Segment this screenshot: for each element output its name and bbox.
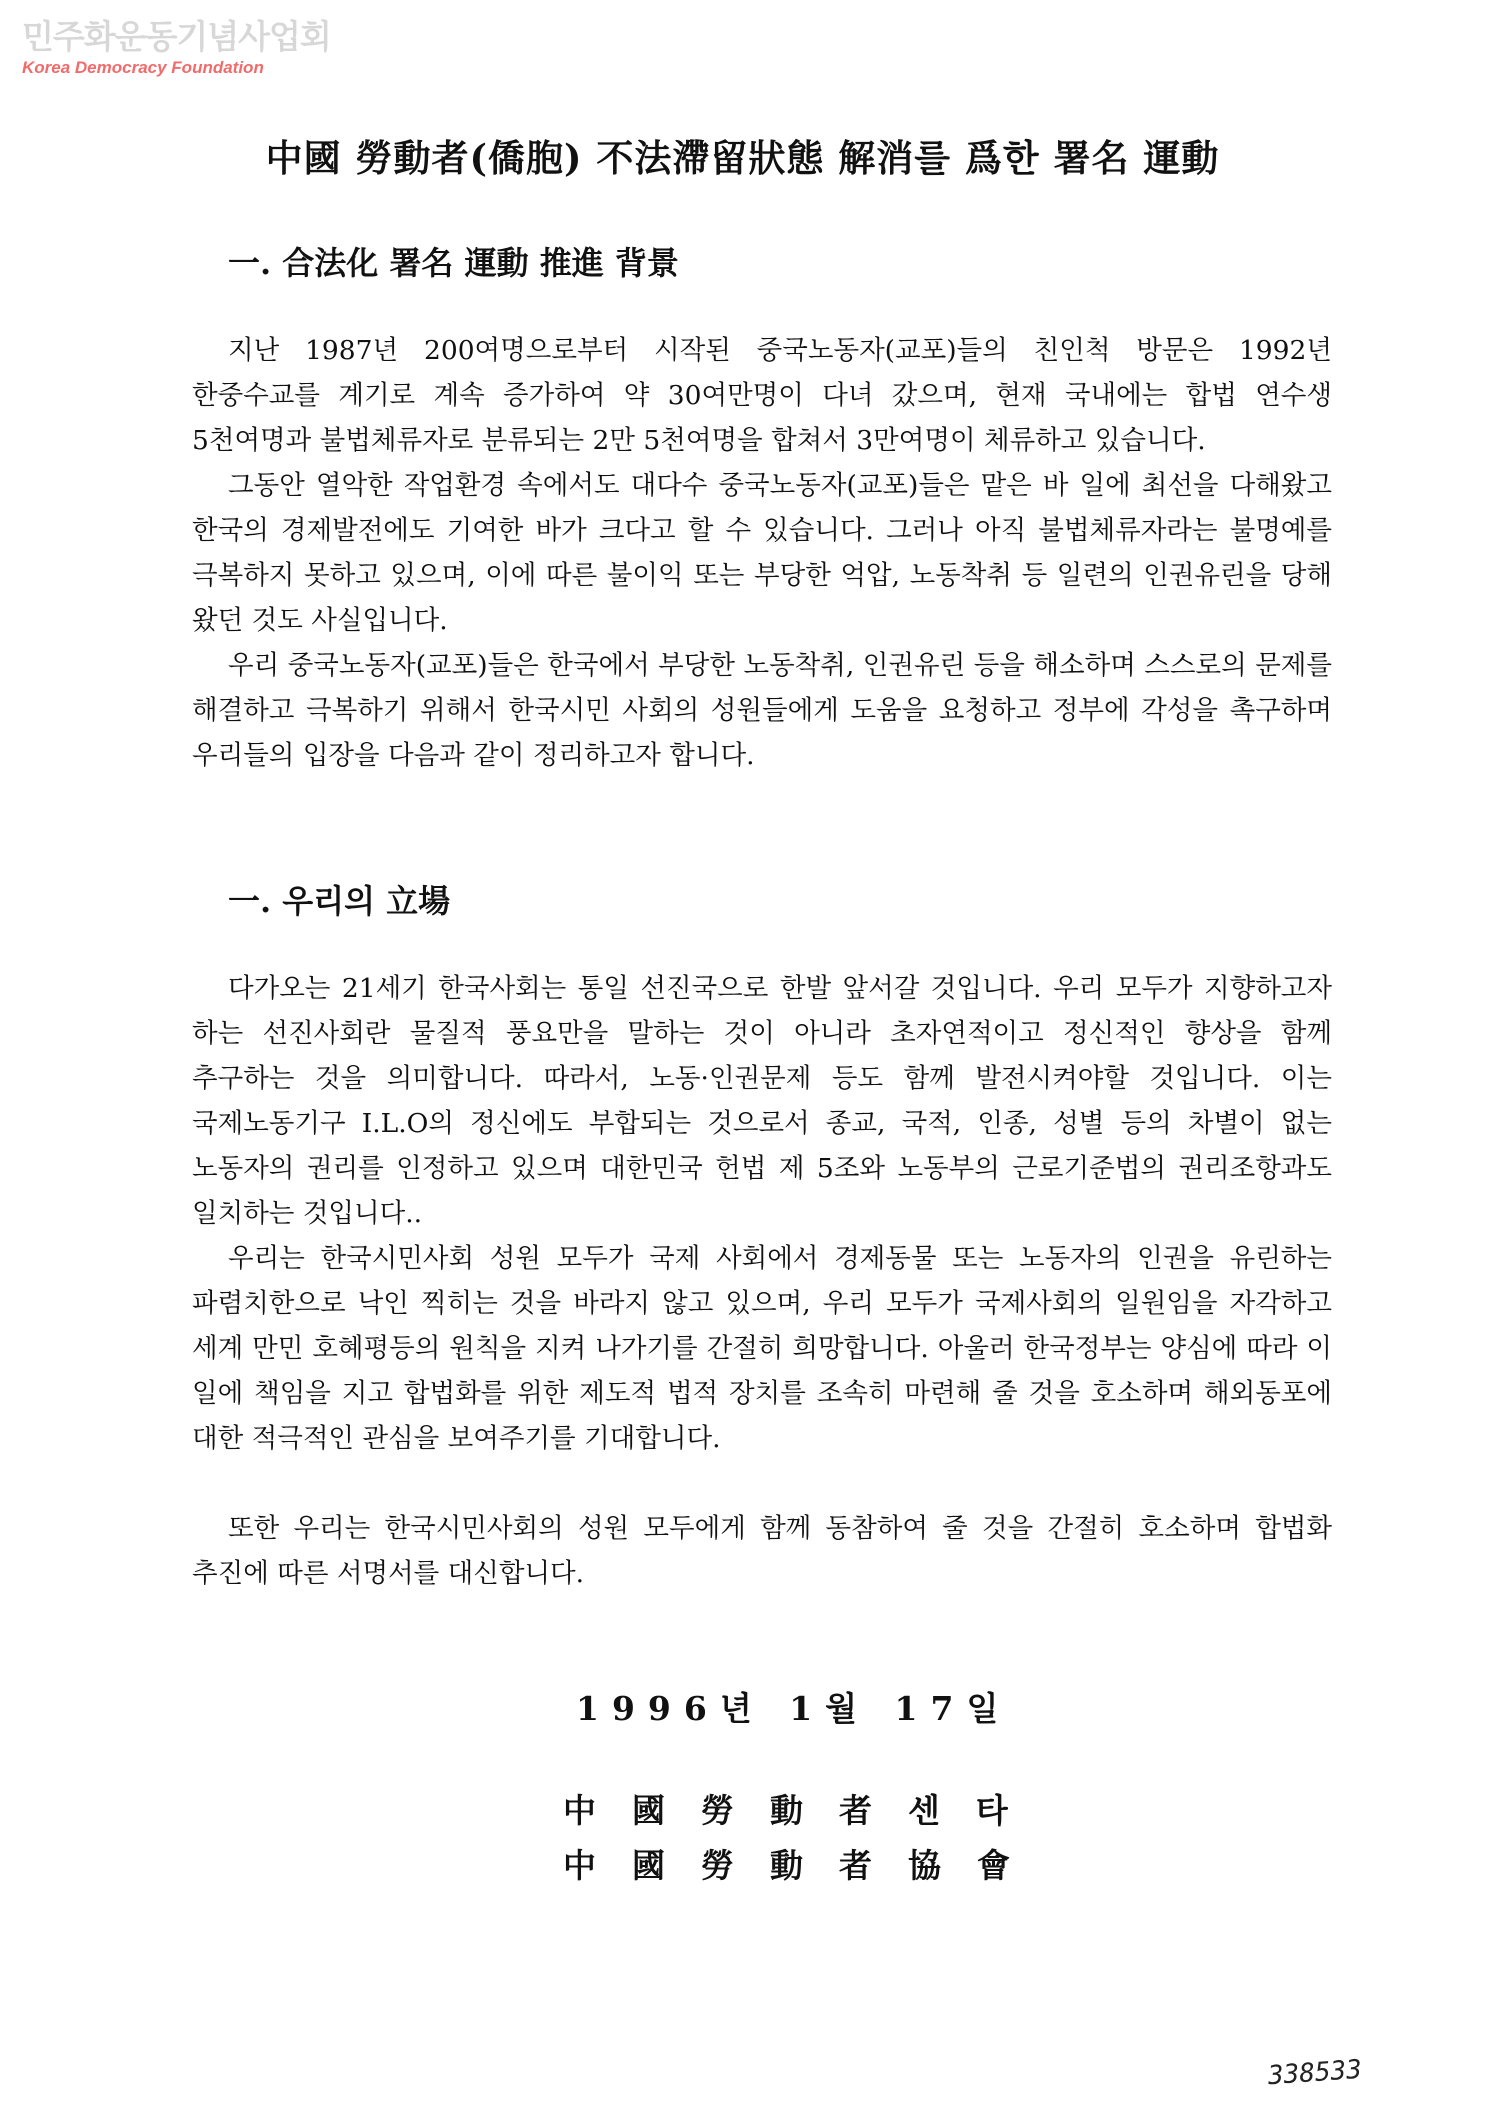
- section2-heading: 一. 우리의 立場: [228, 882, 451, 920]
- section1-paragraph-3: 우리 중국노동자(교포)들은 한국에서 부당한 노동착취, 인권유린 등을 해소하며 스스로의 문제를 해결하고 극복하기 위해서 한국시민 사회의 성원들에게 도움을 요청하고 정부에 각성을 촉구하며 우리들의 입장을 다음과 같이 정리하고자 합니다.: [192, 650, 1332, 771]
- organization-association: 中國勞動者協會: [563, 1846, 1046, 1885]
- section2-paragraph-2: 우리는 한국시민사회 성원 모두가 국제 사회에서 경제동물 또는 노동자의 인권을 유린하는 파렴치한으로 낙인 찍히는 것을 바라지 않고 있으며, 우리 모두가 국제사회의 일원임을 자각하고 세계 만민 호혜평등의 원칙을 지켜 나가기를 간절히 희망합니다. 아울러 한국정부는 양심에 따라 이 일에 책임을 지고 합법화를 위한 제도적 법적 장치를 조속히 마련해 줄 것을 호소하며 해외동포에 대한 적극적인 관심을 보여주기를 기대합니다.: [192, 1243, 1332, 1454]
- section1-heading: 一. 合法化 署名 運動 推進 背景: [228, 244, 679, 282]
- watermark-english: Korea Democracy Foundation: [22, 58, 264, 77]
- watermark: [22, 18, 331, 78]
- section2-paragraph-3: 또한 우리는 한국시민사회의 성원 모두에게 함께 동참하여 줄 것을 간절히 호소하며 합법화 추진에 따른 서명서를 대신합니다.: [192, 1513, 1332, 1589]
- section1-paragraph-1: 지난 1987년 200여명으로부터 시작된 중국노동자(교포)들의 친인척 방문은 1992년 한중수교를 계기로 계속 증가하여 약 30여만명이 다녀 갔으며, 현재 국내에는 합법 연수생 5천여명과 불법체류자로 분류되는 2만 5천여명을 합쳐서 3만여명이 체류하고 있습니다.: [192, 335, 1332, 456]
- organization-center: 中國勞動者센타: [563, 1791, 1044, 1830]
- section1-paragraph-2: 그동안 열악한 작업환경 속에서도 대다수 중국노동자(교포)들은 맡은 바 일에 최선을 다해왔고 한국의 경제발전에도 기여한 바가 크다고 할 수 있습니다. 그러나 아직 불법체류자라는 불명예를 극복하지 못하고 있으며, 이에 따른 불이익 또는 부당한 억압, 노동착취 등 일련의 인권유린을 당해 왔던 것도 사실입니다.: [192, 470, 1332, 636]
- document-title: 中國 勞動者(僑胞) 不法滯留狀態 解消를 爲한 署名 運動: [265, 136, 1220, 180]
- handwritten-document-number: 338533: [1267, 2054, 1363, 2092]
- section2-paragraph-1: 다가오는 21세기 한국사회는 통일 선진국으로 한발 앞서갈 것입니다. 우리 모두가 지향하고자 하는 선진사회란 물질적 풍요만을 말하는 것이 아니라 초자연적이고 정신적인 향상을 함께 추구하는 것을 의미합니다. 따라서, 노동·인권문제 등도 함께 발전시켜야할 것입니다. 이는 국제노동기구 I.L.O의 정신에도 부합되는 것으로서 종교, 국적, 인종, 성별 등의 차별이 없는 노동자의 권리를 인정하고 있으며 대한민국 헌법 제 5조와 노동부의 근로기준법의 권리조항과도 일치하는 것입니다..: [192, 973, 1332, 1229]
- watermark-korean: 민주화운동기념사업회: [22, 17, 331, 56]
- document-date: 1996년 1월 17일: [576, 1689, 1012, 1728]
